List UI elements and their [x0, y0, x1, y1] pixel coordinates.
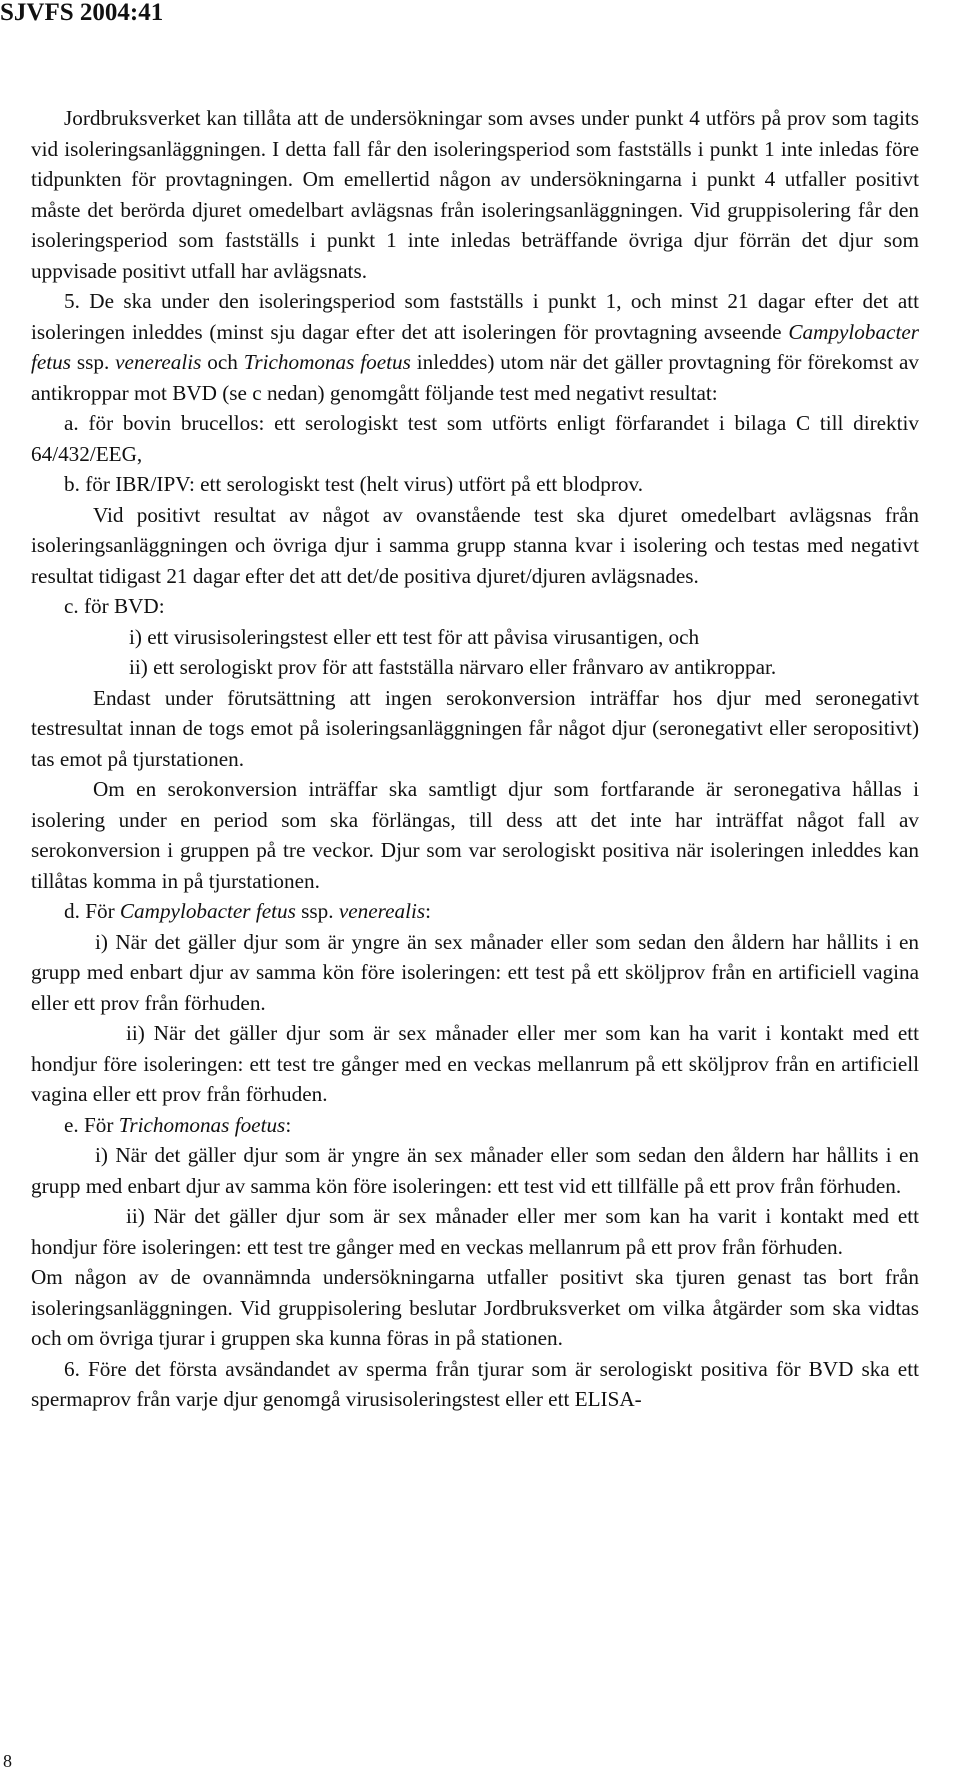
- paragraph-point-5: 5. De ska under den isoleringsperiod som fastställs i punkt 1, och minst 21 dagar efter det att isoleringen inleddes (minst sju dagar efter det att isoleringen för provtagning avseende Campylobacter fetus ssp. venerealis och Trichomonas foetus inleddes) utom när det gäller provtagning för förekomst av antikroppar mot BVD (se c nedan) genomgått följande test med negativt resultat:: [31, 289, 919, 405]
- term-trichomonas: Trichomonas foetus: [118, 1112, 286, 1137]
- page-number: 8: [3, 1751, 12, 1771]
- list-d-ii: ii) När det gäller djur som är sex månader eller mer som kan ha varit i kontakt med ett hondjur före isoleringen: ett test tre gånger med en veckas mellanrum på ett sköljprov från en artificiell vagina eller ett prov från förhuden.: [31, 1021, 919, 1106]
- term-trichomonas: Trichomonas foetus: [243, 350, 411, 374]
- term-campylobacter: Campylobacter fetus: [119, 899, 296, 923]
- list-d-i: i) När det gäller djur som är yngre än sex månader eller som sedan den åldern har hållits i en grupp med enbart djur av samma kön före isoleringen: ett test på ett sköljprov från en artificiell vagina eller ett prov från förhuden.: [31, 929, 919, 1015]
- paragraph-point-6: 6. Före det första avsändandet av sperma från tjurar som är serologiskt positiva för BVD ska ett spermaprov från varje djur genomgå virusisoleringstest eller ett ELISA-: [31, 1356, 919, 1411]
- paragraph-positive-result: Vid positivt resultat av något av ovanstående test ska djuret omedelbart avlägsnas från isoleringsanläggningen och övriga djur i samma grupp stanna kvar i isolering och testas med negativt resultat tidigast 21 dagar efter det att det/de positiva djuret/djuren avlägsnades.: [31, 502, 919, 588]
- list-e-i: i) När det gäller djur som är yngre än sex månader eller som sedan den åldern har hållits i en grupp med enbart djur av samma kön före isoleringen: ett test vid ett tillfälle på ett prov från förhuden.: [31, 1143, 919, 1198]
- list-e-ii: ii) När det gäller djur som är sex månader eller mer som kan ha varit i kontakt med ett hondjur före isoleringen: ett test tre gånger med en veckas mellanrum på ett prov från förhuden.: [31, 1204, 919, 1259]
- list-item-e: e. För Trichomonas foetus:: [64, 1112, 292, 1137]
- list-c-ii: ii) ett serologiskt prov för att fastställa närvaro eller frånvaro av antikroppar.: [129, 655, 777, 679]
- paragraph-seroconversion-condition: Endast under förutsättning att ingen serokonversion inträffar hos djur med seronegativt testresultat innan de togs emot på isoleringsanläggningen får något djur (seronegativt eller seropositivt) tas emot på tjurstationen.: [31, 685, 919, 771]
- list-item-c: c. för BVD:: [64, 594, 165, 618]
- list-c-subitems: [31, 622, 919, 683]
- list-item-d: d. För Campylobacter fetus ssp. venerealis:: [64, 899, 432, 923]
- paragraph-testing-at-isolation: Jordbruksverket kan tillåta att de undersökningar som avses under punkt 4 utförs på prov som tagits vid isoleringsanläggningen. I detta fall får den isoleringsperiod som fastställs i punkt 1 inte inledas före tidpunkten för provtagningen. Om emellertid någon av undersökningarna i punkt 4 utfaller positivt måste det berörda djuret omedelbart avlägsnas från isoleringsanläggningen. Vid gruppisolering får den isoleringsperiod som fastställs i punkt 1 inte inledas beträffande övriga djur förrän det djur som uppvisade positivt utfall har avlägsnats.: [31, 106, 919, 283]
- document-reference: SJVFS 2004:41: [0, 0, 164, 26]
- term-campylobacter: Campylobacter fetus: [31, 319, 919, 374]
- list-c-i: i) ett virusisoleringstest eller ett test för att påvisa virusantigen, och: [129, 624, 700, 649]
- paragraph-positive-removal: Om någon av de ovannämnda undersökningarna utfaller positivt ska tjuren genast tas bort från isoleringsanläggningen. Vid gruppisolering beslutar Jordbruksverket om vilka åtgärder som ska vidtas och om övriga tjurar i gruppen ska kunna föras in på stationen.: [31, 1265, 919, 1350]
- term-venerealis: venerealis: [115, 350, 202, 374]
- paragraph-seroconversion-occurs: Om en serokonversion inträffar ska samtligt djur som fortfarande är seronegativa hållas i isolering under en period som ska förlängas, till dess att det inte har inträffat något fall av serokonversion i gruppen på tre veckor. Djur som var serologiskt positiva när isoleringen inleddes kan tillåtas komma in på tjurstationen.: [31, 777, 919, 893]
- document-body: [31, 103, 919, 1415]
- list-item-a: a. för bovin brucellos: ett serologiskt test som utförts enligt förfarandet i bilaga C till direktiv 64/432/EEG,: [31, 411, 919, 466]
- list-item-b: b. för IBR/IPV: ett serologiskt test (helt virus) utfört på ett blodprov.: [64, 472, 644, 496]
- term-venerealis: venerealis: [338, 899, 426, 923]
